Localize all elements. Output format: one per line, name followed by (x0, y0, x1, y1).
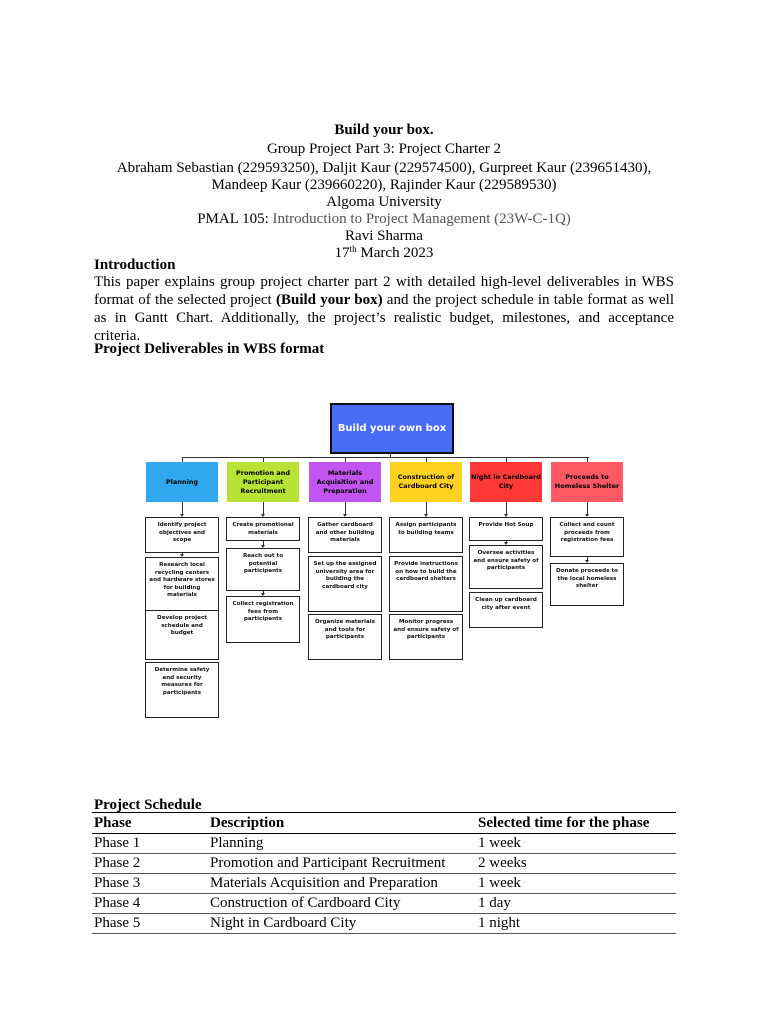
cell-time: 1 week (476, 874, 676, 894)
introduction-paragraph (94, 273, 674, 345)
wbs-task-box: Create promotional materials (226, 517, 300, 541)
schedule-table (92, 812, 676, 934)
wbs-phase-box: Promotion and Participant Recruitment (227, 462, 299, 502)
wbs-task-box: Donate proceeds to the local homeless shelter (550, 563, 624, 606)
table-row (92, 894, 676, 914)
cell-phase: Phase 4 (92, 894, 208, 914)
connector-line (263, 502, 264, 514)
wbs-task-box: Determine safety and security measures for participants (145, 662, 219, 718)
schedule-heading: Project Schedule (94, 797, 202, 813)
wbs-phase-box: Materials Acquisition and Preparation (309, 462, 381, 502)
wbs-task-box: Organize materials and tools for participants (308, 614, 382, 660)
authors-line-1: Abraham Sebastian (229593250), Daljit Kaur (229574500), Gurpreet Kaur (239651430), (116, 160, 652, 176)
wbs-task-box: Provide instructions on how to build the cardboard shelters (389, 556, 463, 612)
date-suffix: th (349, 244, 357, 254)
cell-time: 1 day (476, 894, 676, 914)
cell-description: Construction of Cardboard City (208, 894, 476, 914)
cell-phase: Phase 3 (92, 874, 208, 894)
connector-line (345, 502, 346, 514)
wbs-task-box: Monitor progress and ensure safety of participants (389, 614, 463, 660)
schedule-header-row (92, 813, 676, 834)
wbs-phase-box: Proceeds to Homeless Shelter (551, 462, 623, 502)
date-rest: March 2023 (356, 245, 434, 261)
wbs-task-box: Provide Hot Soup (469, 517, 543, 541)
document-title: Build your box. (334, 122, 434, 138)
wbs-task-box: Collect registration fees from participants (226, 596, 300, 643)
wbs-phase-box: Construction of Cardboard City (390, 462, 462, 502)
column-header-description: Description (208, 813, 476, 834)
column-header-time: Selected time for the phase (476, 813, 676, 834)
university-name: Algoma University (326, 194, 442, 210)
cell-description: Materials Acquisition and Preparation (208, 874, 476, 894)
connector-line (506, 502, 507, 514)
table-row (92, 914, 676, 934)
wbs-phase-box: Night in Cardboard City (470, 462, 542, 502)
wbs-phase-box: Planning (146, 462, 218, 502)
wbs-root-box: Build your own box (330, 403, 454, 454)
cell-time: 1 night (476, 914, 676, 934)
wbs-task-box: Gather cardboard and other building materials (308, 517, 382, 553)
cell-time: 2 weeks (476, 854, 676, 874)
cell-description: Night in Cardboard City (208, 914, 476, 934)
connector-line (587, 502, 588, 514)
connector-line (182, 457, 589, 458)
cell-phase: Phase 2 (92, 854, 208, 874)
introduction-heading: Introduction (94, 257, 176, 273)
course-name: Introduction to Project Management (23W-C-1Q) (272, 211, 571, 227)
wbs-task-box: Research local recycling centers and hardware stores for building materials (145, 557, 219, 611)
wbs-task-box: Reach out to potential participants (226, 548, 300, 591)
intro-project-name: (Build your box) (275, 292, 383, 308)
cell-time: 1 week (476, 834, 676, 854)
wbs-diagram (142, 400, 632, 720)
authors-line-2: Mandeep Kaur (239660220), Rajinder Kaur (229589530) (211, 177, 557, 193)
date-day: 17 (334, 245, 350, 261)
wbs-heading: Project Deliverables in WBS format (94, 341, 325, 357)
cell-description: Promotion and Participant Recruitment (208, 854, 476, 874)
intro-text-2: and the project schedule in table format as well as in Gantt Chart. Additionally, the project’s realistic budget, milestones, and acceptance criteria. (94, 292, 674, 344)
instructor-name: Ravi Sharma (345, 228, 423, 244)
connector-line (426, 502, 427, 514)
cell-phase: Phase 5 (92, 914, 208, 934)
table-row (92, 854, 676, 874)
cell-description: Planning (208, 834, 476, 854)
column-header-phase: Phase (92, 813, 208, 834)
wbs-task-box: Oversee activities and ensure safety of participants (469, 545, 543, 589)
wbs-task-box: Collect and count proceeds from registration fees (550, 517, 624, 557)
table-row (92, 834, 676, 854)
table-row (92, 874, 676, 894)
wbs-task-box: Clean up cardboard city after event (469, 592, 543, 628)
cell-phase: Phase 1 (92, 834, 208, 854)
wbs-task-box: Develop project schedule and budget (145, 610, 219, 660)
course-code: PMAL 105: (197, 211, 269, 227)
connector-line (182, 502, 183, 514)
intro-text-1: This paper explains group project charter part 2 with detailed high-level deliverables in WBS format of the selected project (94, 274, 674, 308)
wbs-task-box: Set up the assigned university area for building the cardboard city (308, 556, 382, 612)
wbs-task-box: Identify project objectives and scope (145, 517, 219, 553)
document-subtitle: Group Project Part 3: Project Charter 2 (266, 141, 502, 157)
wbs-task-box: Assign participants to building teams (389, 517, 463, 553)
